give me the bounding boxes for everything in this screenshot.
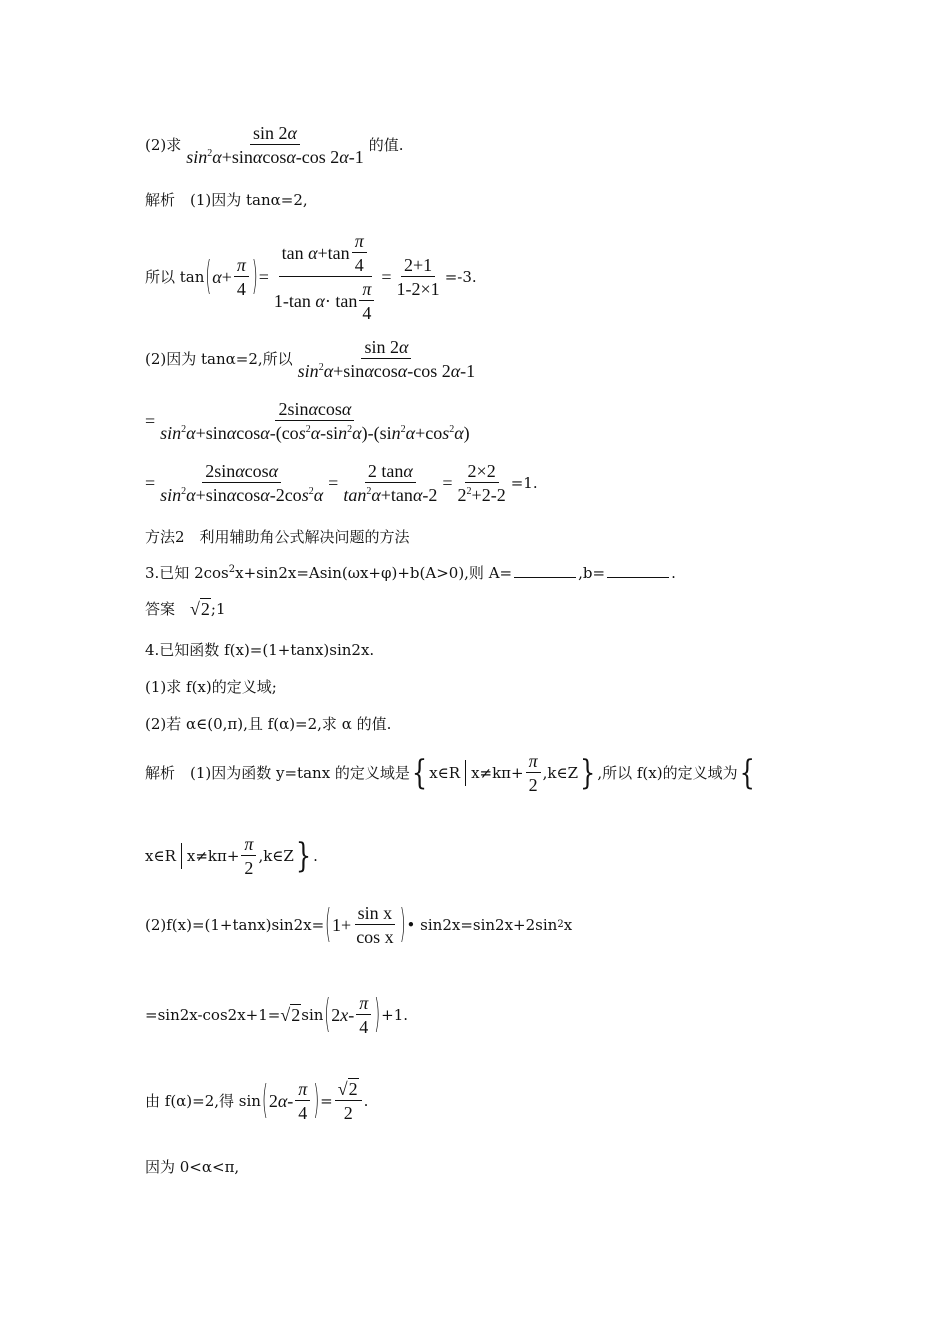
question-4-part-1: (1)求 f(x)的定义域; (145, 678, 277, 696)
answer-tail: ;1 (210, 599, 226, 618)
method-2-heading: 方法2 利用辅助角公式解决问题的方法 (145, 528, 410, 546)
set-condition-tail: ,k∈Z (258, 846, 294, 865)
set-element: x∈R (145, 846, 176, 865)
tan-sum-line: 所以 tan ( α+ $\frac{\pi}{4}$ ) = tan α +tan $\frac{\pi}{4}$ 1-tan α · tan $\frac{\pi}{4}$ = $\frac{2+1}{1-2\times 1}$ =-3. (145, 231, 477, 323)
answer-blank-a[interactable] (514, 577, 576, 578)
set-condition: x≠kπ+ (471, 763, 524, 782)
expanded-fraction-line: = $\frac{2\sin\alpha\cos\alpha}{\sin^2\alpha+\sin\alpha\cos\alpha-(\cos^2\alpha-\sin^2\alpha)-(\sin^2\alpha+\cos^2\alpha)}$ (145, 400, 475, 442)
text-prefix: 解析 (1)因为函数 y=tanx 的定义域是 (145, 763, 410, 782)
solution-domain-set: x∈R x≠kπ+ $\frac{\pi}{2}$ ,k∈Z } . (145, 834, 318, 878)
question-2-line (145, 124, 404, 166)
text-prefix: 所以 tan (145, 267, 205, 286)
pi-over-2: $\frac{\pi}{2}$ (241, 835, 256, 877)
text-suffix: ,所以 f(x)的定义域为 (597, 763, 738, 782)
simplified-fraction-line: = $\frac{2\sin\alpha\cos\alpha}{\sin^2\alpha+\sin\alpha\cos\alpha-2\cos^2\alpha}$ = $\frac{2 \tan\alpha}{\tan^2\alpha+\tan\alpha-2}$ = $\frac{2\times 2}{2^2+2-2}$ =1. (145, 461, 538, 505)
sin-over-cos: $\frac{\text{sin x}}{\text{cos x}}$ (356, 903, 394, 947)
text-suffix: =-3. (444, 267, 477, 286)
text-suffix: +1. (381, 1005, 409, 1024)
text-suffix: • sin2x=sin2x+2sin (406, 915, 558, 934)
pi-over-4: $\frac{\pi}{4}$ (356, 994, 371, 1036)
answer-line (145, 600, 226, 618)
solution-alpha-equation: 由 f(α)=2,得 sin ( 2α- $\frac{\pi}{4}$ ) = $\frac{√2}{2}$ . (145, 1076, 369, 1124)
sqrt-2: √2 (190, 599, 210, 619)
solution-range: 因为 0<α<π, (145, 1158, 240, 1176)
tan-sum-fraction: tan α +tan $\frac{\pi}{4}$ 1-tan α · tan $\frac{\pi}{4}$ (271, 232, 379, 322)
pi-over-2: $\frac{\pi}{2}$ (526, 752, 541, 794)
sqrt2-over-2: $\frac{√2}{2}$ (335, 1080, 362, 1122)
text-suffix: . (313, 846, 318, 865)
set-condition: x≠kπ+ (186, 846, 240, 865)
solution-domain-line: 解析 (1)因为函数 y=tanx 的定义域是 { x∈R x≠kπ+ $\frac{\pi}{2}$ ,k∈Z } ,所以 f(x)的定义域为 { (145, 751, 755, 795)
text-suffix: =1. (510, 473, 538, 492)
tan-fraction: $\frac{2 \tan\alpha}{\tan^2\alpha+\tan\alpha-2}$ (343, 461, 438, 505)
set-condition-tail: ,k∈Z (542, 763, 579, 782)
expanded-fraction: $\frac{2\sin\alpha\cos\alpha}{\sin^2\alpha+\sin\alpha\cos\alpha-(\cos^2\alpha-\sin^2\alpha)-(\sin^2\alpha+\cos^2\alpha)}$ (160, 399, 470, 443)
analysis-part-1: 解析 (1)因为 tanα=2, (145, 191, 308, 209)
numeric-fraction: $\frac{2+1}{1-2\times 1}$ (396, 255, 440, 299)
answer-label: 答案 (145, 599, 191, 618)
equals-sign: = (320, 1091, 333, 1110)
set-element: x∈R (429, 763, 461, 782)
text-prefix: (2)因为 tanα=2,所以 (145, 349, 293, 368)
numeric-fraction: $\frac{2\times 2}{2^2+2-2}$ (457, 461, 506, 505)
sin-label: sin (301, 1005, 324, 1024)
text-suffix: . (363, 1091, 369, 1110)
fraction-expression: $\frac{\sin 2\alpha}{\sin^2\alpha+\sin\alpha\cos\alpha-\cos 2\alpha-1}$ (297, 337, 476, 381)
analysis-part-2 (145, 338, 480, 380)
fraction-expression: $\frac{\sin 2\alpha}{\sin^2\alpha+\sin\alpha\cos\alpha-\cos 2\alpha-1}$ (186, 123, 364, 167)
text-prefix: =sin2x-cos2x+1= (145, 1005, 281, 1024)
text-prefix: (2)f(x)=(1+tanx)sin2x= (145, 915, 325, 934)
question-prefix: (2)求 (145, 135, 182, 154)
simplified-fraction-1: $\frac{2\sin\alpha\cos\alpha}{\sin^2\alpha+\sin\alpha\cos\alpha-2\cos^2\alpha}$ (160, 461, 324, 505)
solution-f-expansion: (2)f(x)=(1+tanx)sin2x= ( 1+ $\frac{\text{sin x}}{\text{cos x}}$ ) • sin2x=sin2x+2sin 2 x (145, 900, 573, 948)
solution-simplified: =sin2x-cos2x+1= √2 sin ( 2x- $\frac{\pi}{4}$ ) +1. (145, 990, 409, 1038)
pi-over-4: $\frac{\pi}{4}$ (234, 256, 249, 298)
question-suffix: 的值. (368, 135, 404, 154)
text-prefix: 由 f(α)=2,得 sin (145, 1091, 261, 1110)
question-4-part-2: (2)若 α∈(0,π),且 f(α)=2,求 α 的值. (145, 715, 392, 733)
pi-over-4: $\frac{\pi}{4}$ (295, 1080, 310, 1122)
sqrt-2: √2 (280, 1005, 301, 1025)
answer-blank-b[interactable] (607, 577, 669, 578)
question-3: 3.已知 $2\cos^2x+\sin 2x=Asin(\omega x+\varphi)+b(A>0)$,则 A= ,b= . (145, 564, 676, 582)
question-4: 4.已知函数 f(x)=(1+tanx)sin2x. (145, 641, 375, 659)
